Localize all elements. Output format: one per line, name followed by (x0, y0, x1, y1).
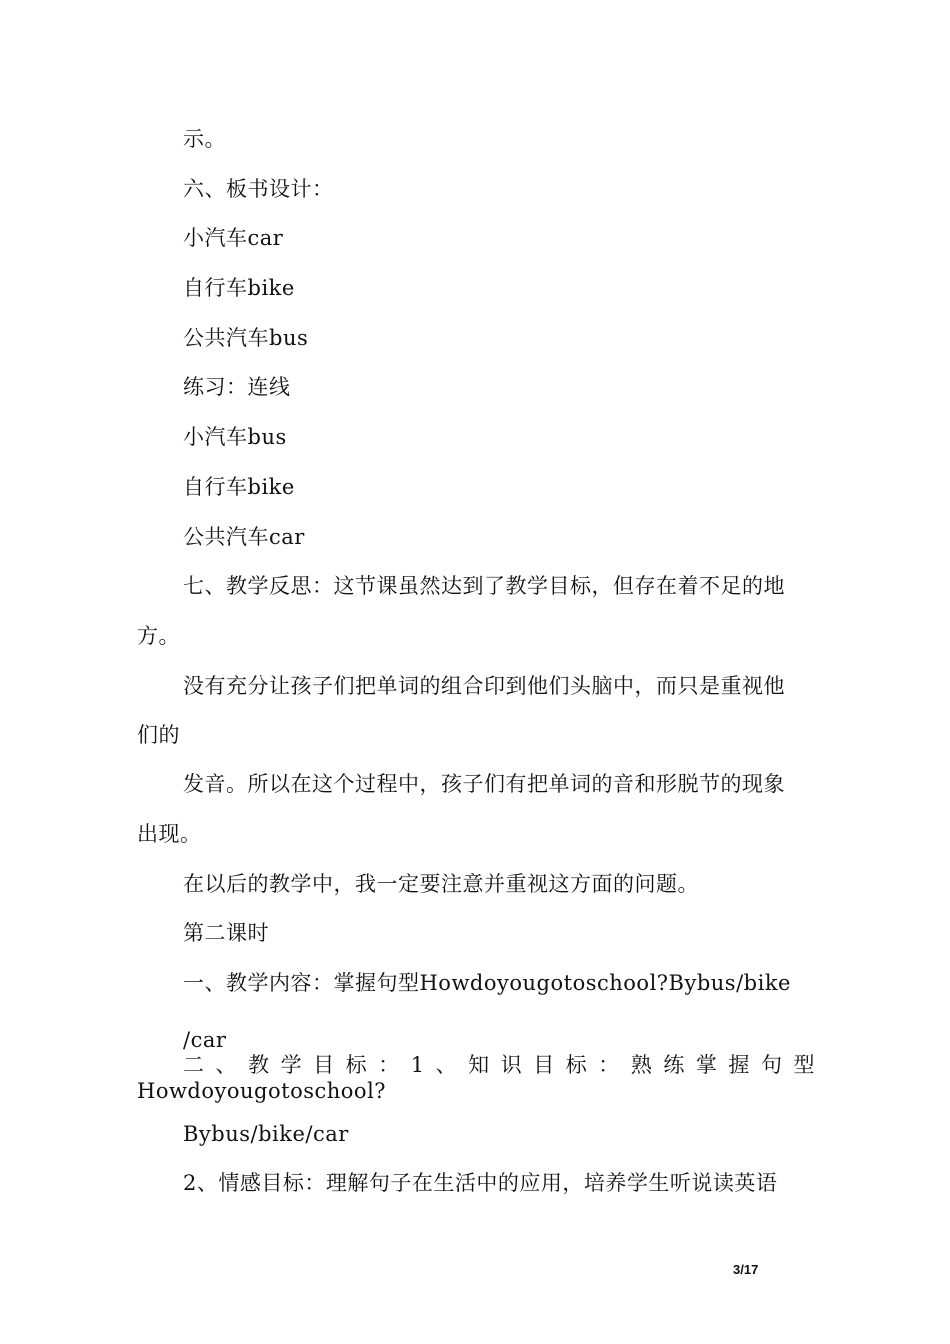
text-line: 小汽车bus (183, 425, 287, 449)
text-line: 自行车bike (183, 276, 295, 300)
text-line: 出现。 (137, 822, 202, 846)
section-heading-content: 一、教学内容：掌握句型Howdoyougotoschool?Bybus/bike (183, 971, 791, 995)
text-line: 小汽车car (183, 226, 284, 250)
heading-char: 标 (565, 1053, 588, 1077)
heading-char: 学 (280, 1053, 303, 1077)
heading-char: 、 (435, 1053, 458, 1077)
text-line: 方。 (137, 624, 180, 648)
text-line: 公共汽车car (183, 525, 305, 549)
text-line: 们的 (137, 723, 180, 747)
heading-char: 教 (248, 1053, 270, 1077)
lesson-heading: 第二课时 (183, 921, 269, 945)
heading-char: 型 (793, 1053, 815, 1077)
exercise-heading: 练习：连线 (183, 375, 291, 399)
paragraph-line: 2、情感目标：理解句子在生活中的应用，培养学生听说读英语 (183, 1171, 778, 1195)
section-heading-reflection: 七、教学反思：这节课虽然达到了教学目标，但存在着不足的地 (183, 574, 785, 598)
heading-char: 握 (728, 1053, 750, 1077)
text-line: Howdoyougotoschool? (137, 1079, 387, 1103)
heading-char: 目 (533, 1053, 555, 1077)
heading-char: 目 (313, 1053, 335, 1077)
heading-char: 练 (663, 1053, 685, 1077)
heading-char: ： (378, 1053, 400, 1077)
paragraph-line: 在以后的教学中，我一定要注意并重视这方面的问题。 (183, 872, 699, 896)
section-heading-board-design: 六、板书设计： (183, 177, 334, 201)
page-number: 3/17 (733, 1262, 759, 1277)
text-line: Bybus/bike/car (183, 1122, 349, 1146)
heading-char: 知 (468, 1053, 490, 1077)
text-line: 公共汽车bus (183, 326, 309, 350)
heading-char: ： (598, 1053, 620, 1077)
section-heading-objectives (183, 1052, 815, 1078)
paragraph-line: 没有充分让孩子们把单词的组合印到他们头脑中，而只是重视他 (183, 674, 785, 698)
heading-char: 识 (500, 1053, 523, 1077)
heading-char: 掌 (695, 1053, 718, 1077)
text-line: 自行车bike (183, 475, 295, 499)
heading-char: 、 (215, 1053, 238, 1077)
heading-char: 熟 (630, 1053, 653, 1077)
paragraph-line: 发音。所以在这个过程中，孩子们有把单词的音和形脱节的现象 (183, 772, 785, 796)
text-line: /car (183, 1028, 227, 1052)
heading-char: 标 (345, 1053, 368, 1077)
text-line: 示。 (183, 127, 226, 151)
heading-char: 二 (183, 1053, 205, 1077)
heading-char: 句 (760, 1053, 783, 1077)
heading-char: 1 (410, 1053, 425, 1077)
